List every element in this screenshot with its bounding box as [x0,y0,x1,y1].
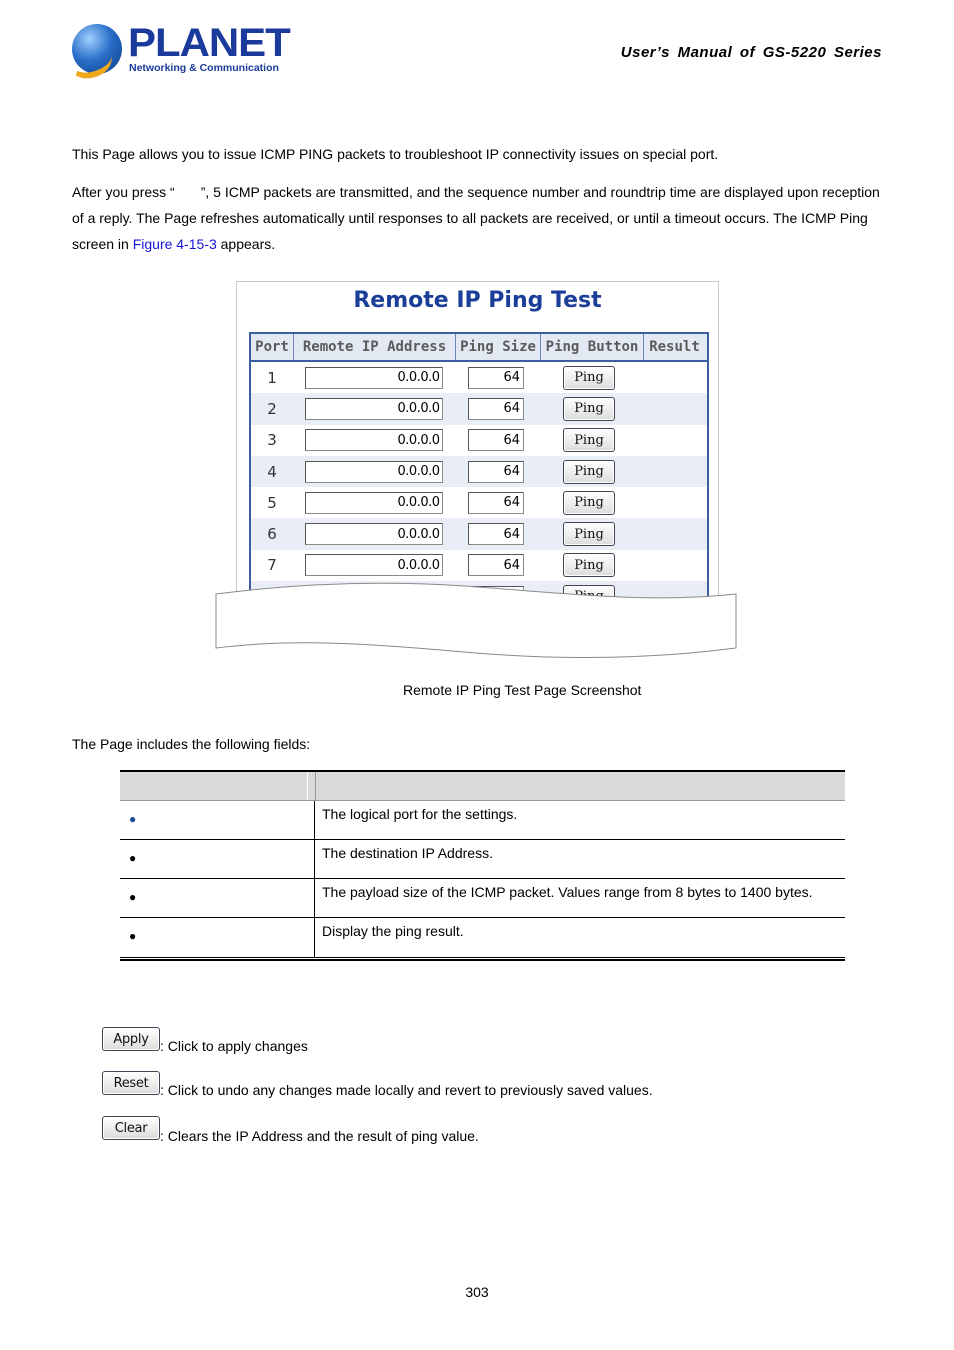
field-description: The payload size of the ICMP packet. Values range from 8 bytes to 1400 bytes. [322,884,813,900]
intro-line-1: This Page allows you to issue ICMP PING packets to troubleshoot IP connectivity issues on special port. [72,146,719,162]
port-number: 5 [267,493,277,512]
ping-size-input[interactable] [468,429,524,451]
remote-ip-input[interactable] [305,398,443,420]
apply-description: : Click to apply changes [160,1038,308,1054]
ping-size-input[interactable] [468,367,524,389]
bullet-icon: ● [129,929,137,943]
ping-button[interactable]: Ping [563,522,615,546]
bullet-icon: ● [129,890,137,904]
field-description: Display the ping result. [322,923,464,939]
table-row [251,425,707,456]
logo-tagline: Networking & Communication [129,62,279,74]
ping-button[interactable]: Ping [563,428,615,452]
ping-size-input[interactable] [468,554,524,576]
figure-link[interactable]: Figure 4-15-3 [132,236,217,252]
page-number: 303 [465,1284,489,1300]
table-row [251,487,707,518]
ping-size-input[interactable] [468,398,524,420]
fields-table [120,770,845,961]
col-port: Port [251,334,294,360]
remote-ip-input[interactable] [305,554,443,576]
ping-button[interactable]: Ping [563,397,615,421]
manual-title: User’s Manual of GS-5220 Series [620,44,882,61]
ping-table [249,332,709,612]
bullet-icon: ● [129,812,137,826]
remote-ip-input[interactable] [305,429,443,451]
screenshot-title: Remote IP Ping Test [353,288,602,313]
ping-test-screenshot [236,281,719,613]
clear-button[interactable]: Clear [102,1116,160,1140]
ping-table-header [251,334,707,362]
table-row [251,518,707,549]
col-remote-ip: Remote IP Address [294,334,456,360]
col-ping-button: Ping Button [541,334,644,360]
fields-table-header [120,772,845,801]
apply-button[interactable]: Apply [102,1027,160,1051]
ping-size-input[interactable] [468,461,524,483]
port-number: 2 [267,399,277,418]
table-row [120,801,845,840]
port-number: 3 [267,431,277,450]
port-number: 6 [267,525,277,544]
remote-ip-input[interactable] [305,461,443,483]
intro-text-a: After you press “ [72,184,175,200]
torn-edge-graphic [214,582,738,662]
field-description: The destination IP Address. [322,845,493,861]
port-number: 1 [267,368,277,387]
clear-legend [102,1112,479,1144]
ping-size-input[interactable] [468,492,524,514]
ping-size-input[interactable] [468,523,524,545]
port-number: 4 [267,462,277,481]
apply-legend [102,1024,308,1054]
figure-caption: Remote IP Ping Test Page Screenshot [403,682,642,698]
table-row [120,879,845,918]
remote-ip-input[interactable] [305,523,443,545]
field-description: The logical port for the settings. [322,806,518,822]
ping-button[interactable]: Ping [563,553,615,577]
planet-logo [72,21,290,78]
port-number: 7 [267,556,277,575]
table-row [251,362,707,393]
intro-text-b: ”, 5 ICMP packets are transmitted, and the sequence number and roundtrip time are displayed upon reception of a reply. The Page refreshes automatically until responses to all packets are received, or until a timeout occurs. The ICMP Ping screen in [72,184,880,252]
fields-intro: The Page includes the following fields: [72,736,311,752]
intro-text-c: appears. [216,236,276,252]
intro-paragraph [72,179,887,257]
table-row [120,918,845,958]
col-result: Result [649,339,700,355]
remote-ip-input[interactable] [305,492,443,514]
reset-description: : Click to undo any changes made locally and revert to previously saved values. [160,1082,653,1098]
table-row [251,550,707,581]
remote-ip-input[interactable] [305,367,443,389]
reset-legend [102,1068,653,1098]
ping-button[interactable]: Ping [563,366,615,390]
ping-button[interactable]: Ping [563,491,615,515]
ping-button[interactable]: Ping [563,460,615,484]
table-row [251,456,707,487]
reset-button[interactable]: Reset [102,1071,160,1095]
col-ping-size: Ping Size [456,334,541,360]
bullet-icon: ● [129,851,137,865]
table-row [120,840,845,879]
logo-text: PLANET [128,21,290,65]
table-row [251,393,707,424]
clear-description: : Clears the IP Address and the result of ping value. [160,1128,479,1144]
